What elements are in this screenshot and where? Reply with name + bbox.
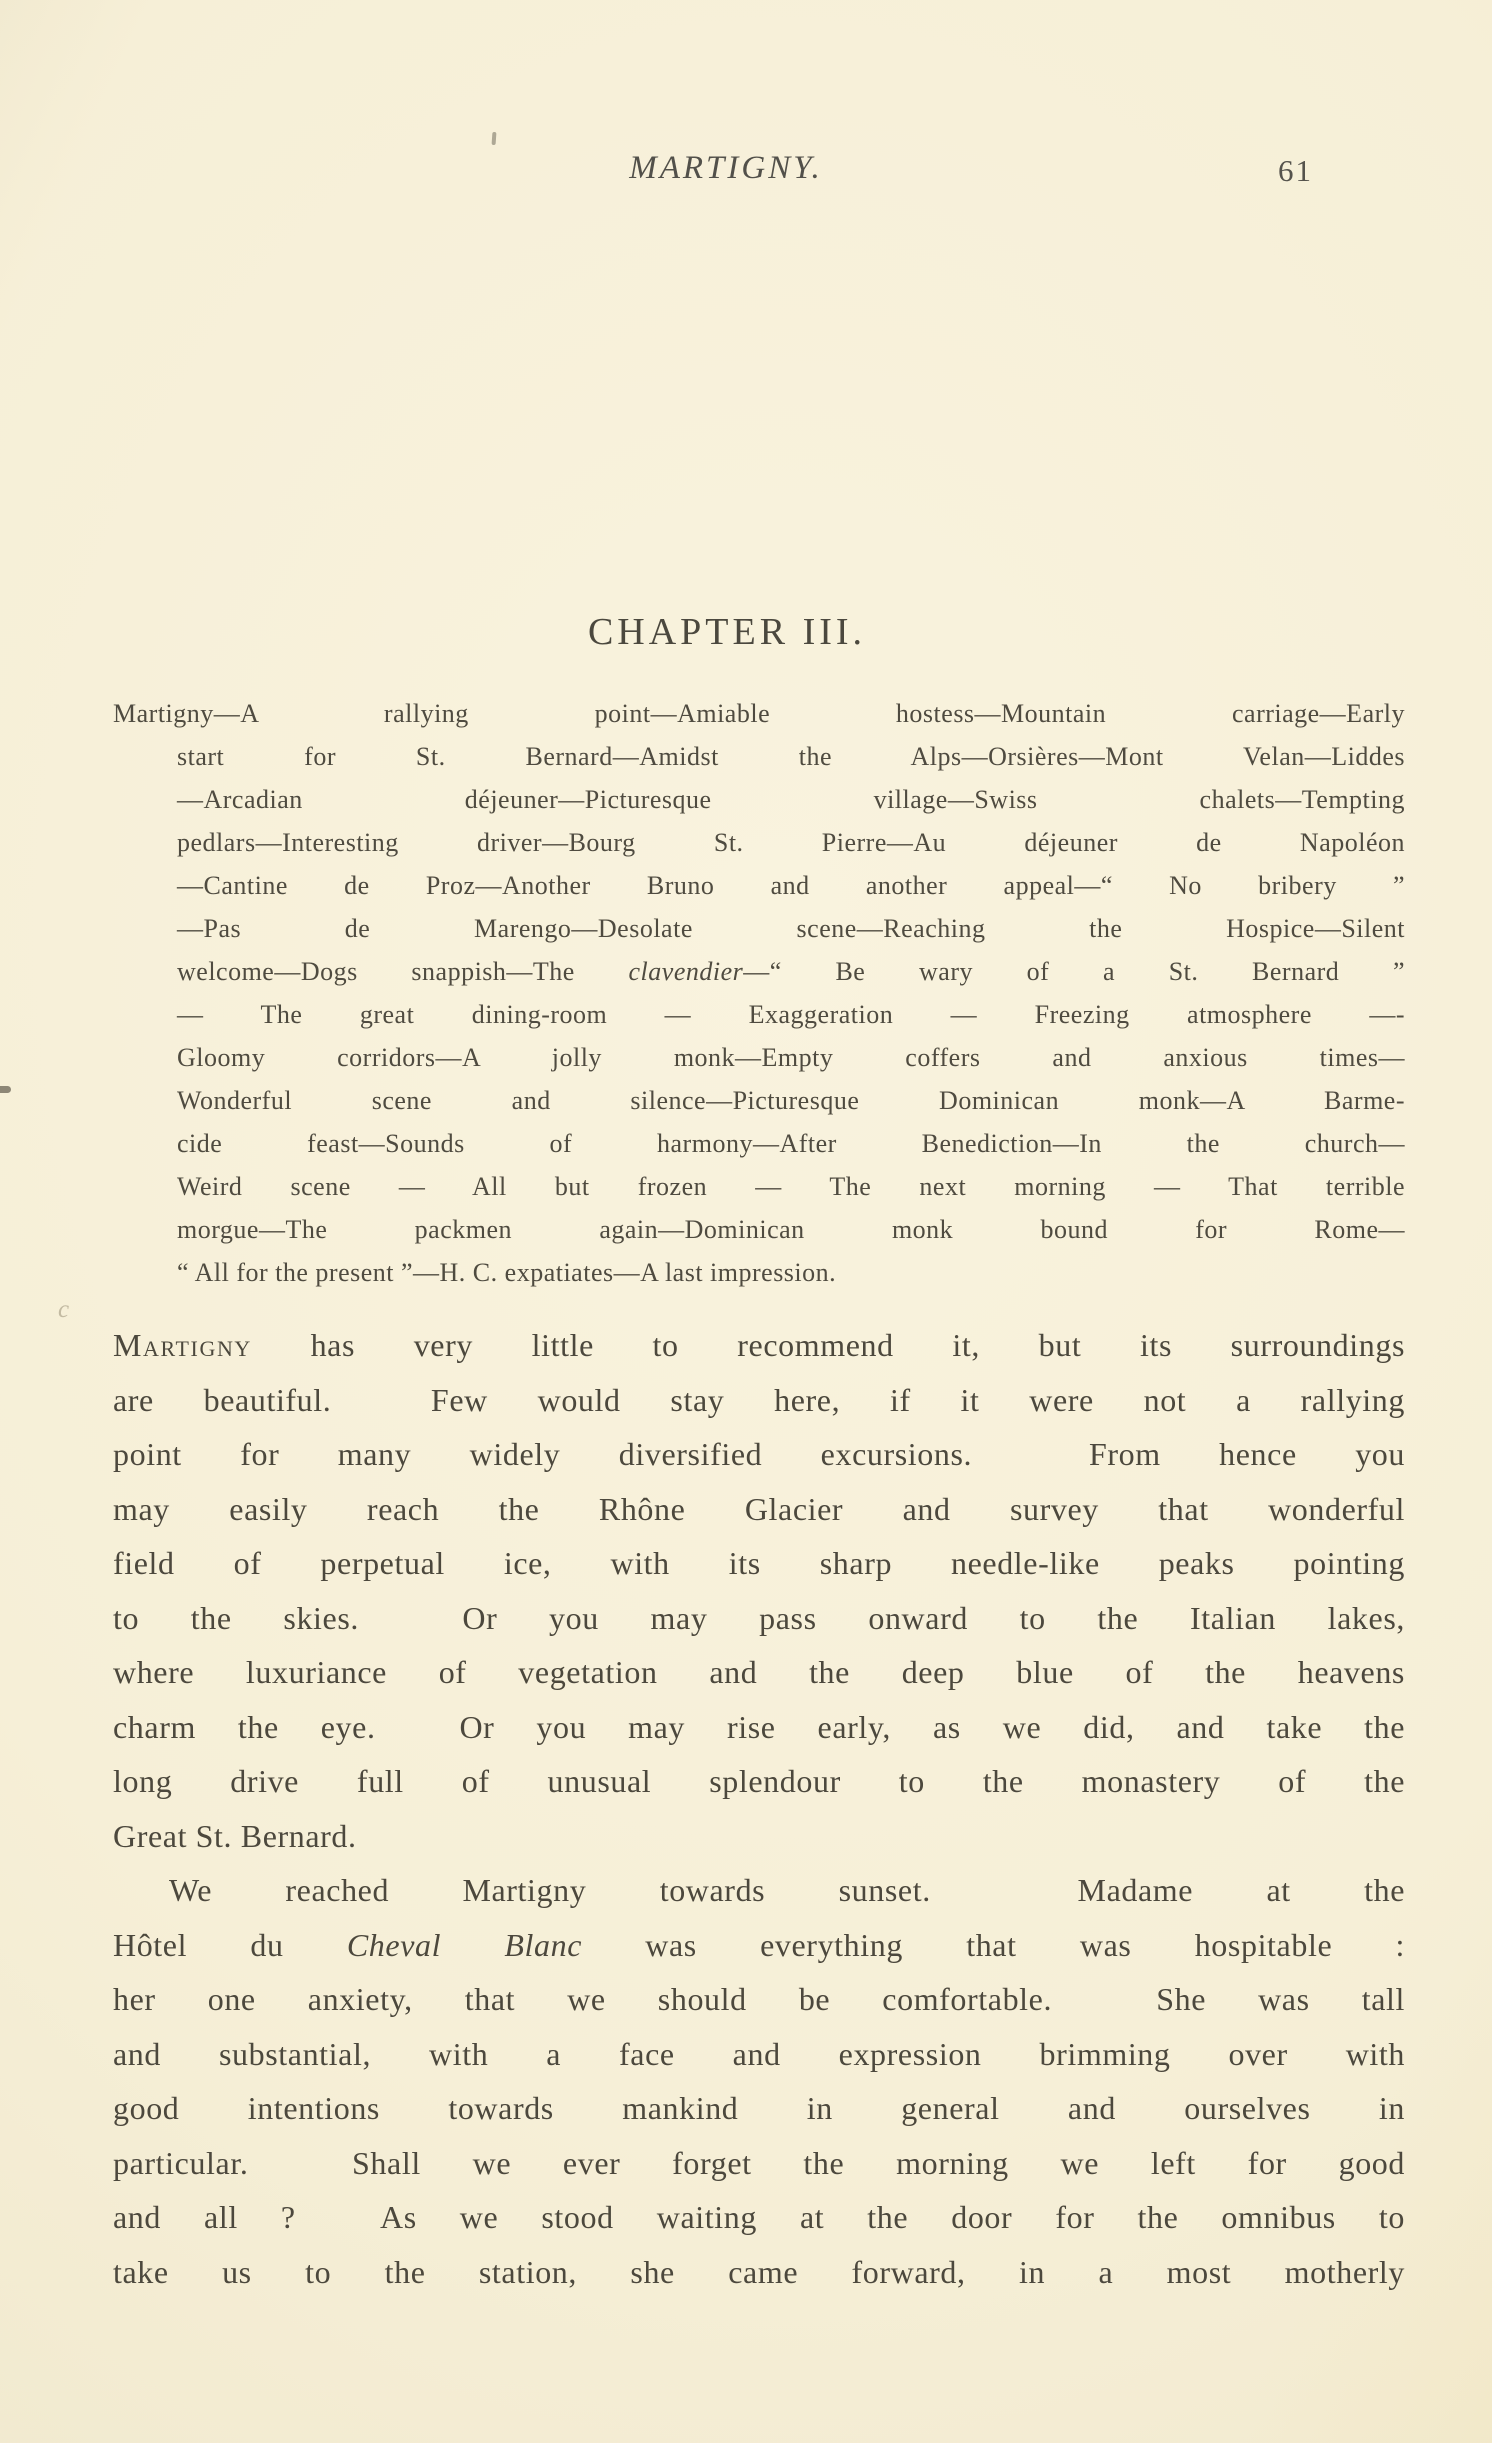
text-run: good intentions towards mankind in general and ourselves in: [113, 2090, 1405, 2126]
text-line: [113, 1809, 1405, 1864]
text-line: [113, 778, 1405, 821]
text-line: [113, 692, 1405, 735]
text-line: [113, 2081, 1405, 2136]
text-line: [113, 821, 1405, 864]
text-run: —Pas de Marengo—Desolate scene—Reaching the Hospice—Silent: [177, 914, 1405, 943]
text-line: [113, 1482, 1405, 1537]
paper-speck: [492, 132, 497, 145]
text-run: where luxuriance of vegetation and the deep blue of the heavens: [113, 1654, 1405, 1690]
smallcaps-text: Martigny: [113, 1327, 252, 1363]
text-line: [113, 1918, 1405, 1973]
text-run: charm the eye. Or you may rise early, as we did, and take the: [113, 1708, 1405, 1745]
text-run: Martigny—A rallying point—Amiable hostess—Mountain carriage—Early: [113, 699, 1405, 728]
italic-text: clavendier: [628, 957, 744, 986]
text-line: [113, 1079, 1405, 1122]
paragraph: [113, 1318, 1405, 1863]
text-run: field of perpetual ice, with its sharp needle-like peaks pointing: [113, 1545, 1405, 1581]
text-line: [113, 735, 1405, 778]
text-line: [113, 1427, 1405, 1482]
text-run: her one anxiety, that we should be comfortable. She was tall: [113, 1981, 1405, 2017]
text-line: [113, 993, 1405, 1036]
text-run: long drive full of unusual splendour to the monastery of the: [113, 1763, 1405, 1799]
text-line: [113, 1700, 1405, 1755]
text-run: start for St. Bernard—Amidst the Alps—Orsières—Mont Velan—Liddes: [177, 742, 1405, 771]
italic-text: Cheval Blanc: [346, 1926, 582, 1963]
text-run: “ All for the present ”—H. C. expatiates—A last impression.: [177, 1258, 837, 1287]
text-line: [113, 1536, 1405, 1591]
text-run: —“ Be wary of a St. Bernard ”: [743, 957, 1405, 986]
text-run: —Cantine de Proz—Another Bruno and another appeal—“ No bribery ”: [177, 871, 1405, 900]
text-line: [113, 1251, 1405, 1294]
text-line: [113, 1645, 1405, 1700]
text-run: pedlars—Interesting driver—Bourg St. Pierre—Au déjeuner de Napoléon: [177, 828, 1405, 857]
text-line: [113, 1318, 1405, 1373]
text-run: may easily reach the Rhône Glacier and survey that wonderful: [113, 1490, 1405, 1527]
text-line: [113, 1122, 1405, 1165]
text-run: Hôtel du: [113, 1926, 347, 1963]
text-run: take us to the station, she came forward, in a most motherly: [113, 2253, 1405, 2290]
text-run: We reached Martigny towards sunset. Madame at the: [169, 1872, 1405, 1908]
text-line: [113, 1373, 1405, 1428]
text-run: point for many widely diversified excursions. From hence you: [113, 1436, 1405, 1472]
text-line: [113, 1208, 1405, 1251]
text-run: was everything that was hospitable :: [582, 1926, 1406, 1963]
text-run: Weird scene — All but frozen — The next morning — That terrible: [177, 1172, 1405, 1201]
text-line: [113, 1863, 1405, 1918]
text-run: welcome—Dogs snappish—The: [177, 957, 629, 986]
text-run: and substantial, with a face and expression brimming over with: [113, 2035, 1405, 2072]
text-run: morgue—The packmen again—Dominican monk bound for Rome—: [177, 1215, 1405, 1244]
running-title: MARTIGNY.: [629, 150, 823, 186]
chapter-summary: [113, 692, 1405, 1294]
text-run: —Arcadian déjeuner—Picturesque village—Swiss chalets—Tempting: [177, 785, 1405, 814]
text-line: [113, 2190, 1405, 2245]
text-run: cide feast—Sounds of harmony—After Benediction—In the church—: [177, 1129, 1405, 1158]
paragraph: [113, 1863, 1405, 2299]
text-run: and all ? As we stood waiting at the door for the omnibus to: [113, 2199, 1405, 2235]
text-run: are beautiful. Few would stay here, if it were not a rallying: [113, 1381, 1405, 1418]
text-line: [113, 1165, 1405, 1208]
page-header: [113, 150, 1405, 198]
text-line: [113, 2245, 1405, 2300]
text-line: [113, 1036, 1405, 1079]
text-line: [113, 950, 1405, 993]
text-run: — The great dining-room — Exaggeration — Freezing atmosphere —-: [177, 1000, 1405, 1029]
chapter-heading: CHAPTER III.: [587, 611, 867, 653]
text-run: has very little to recommend it, but its surroundings: [251, 1327, 1405, 1363]
page-number: 61: [1278, 153, 1313, 188]
text-line: [113, 2027, 1405, 2082]
text-line: [113, 1972, 1405, 2027]
paper-stray-mark: c: [58, 1296, 70, 1323]
text-run: particular. Shall we ever forget the morning we left for good: [113, 2144, 1405, 2181]
text-run: Gloomy corridors—A jolly monk—Empty coffers and anxious times—: [177, 1043, 1405, 1072]
text-run: to the skies. Or you may pass onward to the Italian lakes,: [113, 1599, 1405, 1636]
text-run: Wonderful scene and silence—Picturesque Dominican monk—A Barme-: [177, 1086, 1405, 1115]
text-line: [113, 864, 1405, 907]
text-line: [113, 2136, 1405, 2191]
paper-edge-mark: [0, 1086, 11, 1093]
text-line: [113, 1754, 1405, 1809]
text-line: [113, 907, 1405, 950]
text-line: [113, 1591, 1405, 1646]
text-run: Great St. Bernard.: [113, 1817, 357, 1854]
body-text: [113, 1318, 1405, 2299]
